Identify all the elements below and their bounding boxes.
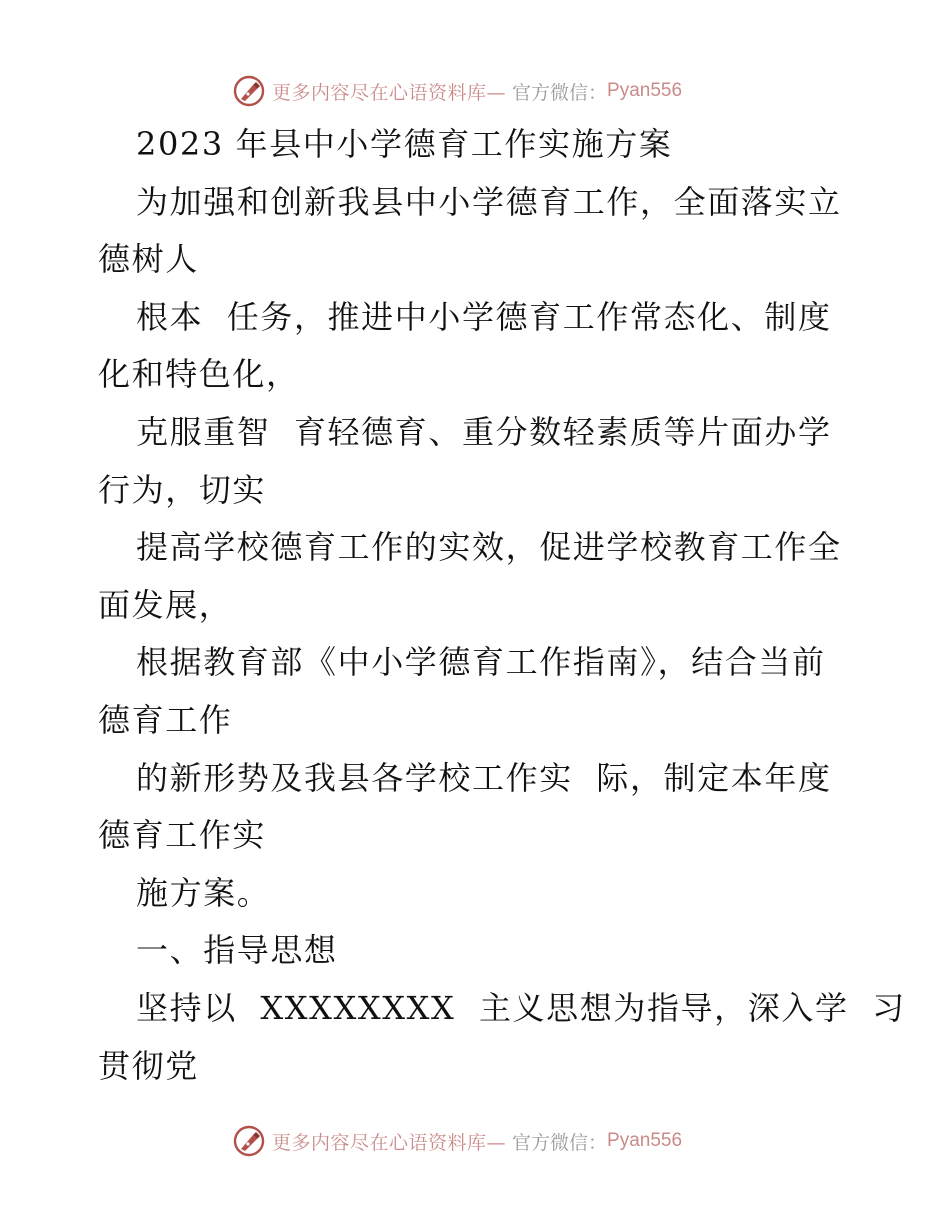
watermark-text: 更多内容尽在心语资料库— bbox=[272, 81, 507, 104]
text-line: 提高学校德育工作的实效，促进学校教育工作全 bbox=[136, 528, 842, 567]
text-line: 贯彻党 bbox=[98, 1046, 199, 1085]
watermark-wechat-label: 官方微信： bbox=[512, 1131, 608, 1154]
text-line: 施方案。 bbox=[136, 873, 271, 912]
text-line: 行为，切实 bbox=[98, 470, 267, 509]
text-line: 德树人 bbox=[98, 240, 199, 279]
text-line: 根本 任务，推进中小学德育工作常态化、制度 bbox=[136, 297, 832, 336]
watermark-wechat-label: 官方微信： bbox=[512, 81, 608, 104]
text-line: 为加强和创新我县中小学德育工作，全面落实立 bbox=[136, 182, 842, 221]
section-heading: 一、指导思想 bbox=[136, 931, 338, 970]
header-watermark bbox=[232, 72, 682, 110]
pen-nib-logo-icon bbox=[232, 1124, 266, 1158]
document-body bbox=[98, 116, 906, 1095]
watermark-wechat-id: Pyan556 bbox=[607, 1130, 683, 1151]
document-title: 2023 年县中小学德育工作实施方案 bbox=[136, 125, 673, 163]
text-line: 化和特色化， bbox=[98, 355, 300, 394]
text-line: 根据教育部《中小学德育工作指南》，结合当前 bbox=[136, 643, 826, 682]
text-line: 坚持以 XXXXXXXX 主义思想为指导，深入学 习 bbox=[136, 988, 906, 1027]
text-line: 克服重智 育轻德育、重分数轻素质等片面办学 bbox=[136, 412, 832, 451]
text-line: 的新形势及我县各学校工作实 际，制定本年度 bbox=[136, 758, 832, 797]
pen-nib-logo-icon bbox=[232, 74, 266, 108]
text-line: 德育工作 bbox=[98, 700, 233, 739]
footer-watermark bbox=[232, 1122, 682, 1160]
text-line: 德育工作实 bbox=[98, 816, 267, 855]
watermark-text: 更多内容尽在心语资料库— bbox=[272, 1131, 507, 1154]
watermark-wechat-id: Pyan556 bbox=[607, 80, 683, 101]
text-line: 面发展， bbox=[98, 585, 233, 624]
